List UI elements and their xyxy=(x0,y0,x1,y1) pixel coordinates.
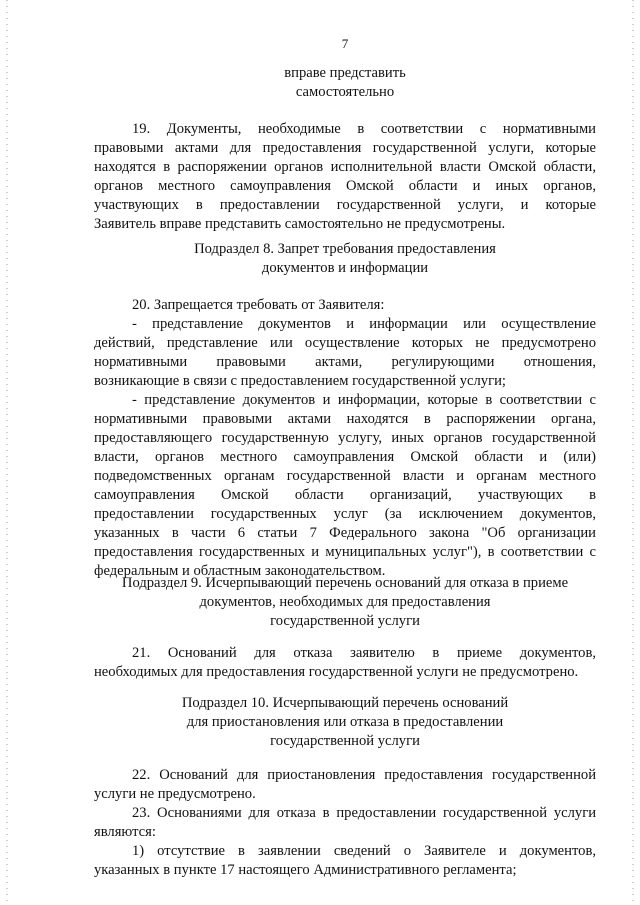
paragraph-21 xyxy=(94,644,596,682)
paragraph-line: услуги не предусмотрено. xyxy=(94,786,256,802)
bullet-line: - представление документов и информации или осуществление xyxy=(132,316,596,332)
bullet-line: предоставлении государственных услуг (за исключением документов, xyxy=(94,506,596,522)
bullet-line: федеральным и областным законодательством. xyxy=(94,563,386,579)
left-margin-dots xyxy=(6,0,8,905)
heading-line: Подраздел 10. Исчерпывающий перечень оснований xyxy=(181,695,509,711)
paragraph-line: органов местного самоуправления Омской области и иных органов, xyxy=(94,178,596,194)
paragraph-line: участвующих в предоставлении государственной услуги, и которые xyxy=(94,197,596,213)
paragraph-line: являются: xyxy=(94,824,156,840)
subsection-8-heading xyxy=(94,240,596,278)
paragraph-line: 20. Запрещается требовать от Заявителя: xyxy=(132,297,385,313)
bullet-line: предоставляющего государственную услугу, иных органов государственной xyxy=(94,430,596,446)
bullet-line: самоуправления Омской области организаций, участвующих в xyxy=(94,487,596,503)
subsection-9-heading xyxy=(94,574,596,631)
paragraph-23 xyxy=(94,804,596,880)
paragraph-22 xyxy=(94,766,596,804)
right-margin-dots xyxy=(632,0,634,905)
paragraph-19 xyxy=(94,120,596,234)
heading-line: государственной услуги xyxy=(270,613,420,629)
header-fragment xyxy=(94,64,596,102)
bullet-line: власти, органов местного самоуправления Омской области и (или) xyxy=(94,449,596,465)
paragraph-line: 23. Основаниями для отказа в предоставлении государственной услуги xyxy=(132,805,596,821)
paragraph-line: 22. Оснований для приостановления предоставления государственной xyxy=(132,767,596,783)
list-item-line: указанных в пункте 17 настоящего Административного регламента; xyxy=(94,862,517,878)
paragraph-line: Заявитель вправе представить самостоятельно не предусмотрены. xyxy=(94,216,506,232)
bullet-line: действий, представление или осуществление которых не предусмотрено xyxy=(94,335,596,351)
heading-line: документов, необходимых для предоставления xyxy=(199,594,491,610)
heading-line: для приостановления или отказа в предоставлении xyxy=(186,714,504,730)
bullet-line: возникающие в связи с предоставлением государственной услуги; xyxy=(94,373,506,389)
bullet-line: указанных в части 6 статьи 7 Федерального закона "Об организации xyxy=(94,525,596,541)
heading-line: Подраздел 9. Исчерпывающий перечень оснований для отказа в приеме xyxy=(121,575,569,591)
paragraph-line: 19. Документы, необходимые в соответствии с нормативными xyxy=(132,121,596,137)
paragraph-line: находятся в распоряжении органов исполнительной власти Омской области, xyxy=(94,159,596,175)
list-item-line: 1) отсутствие в заявлении сведений о Заявителе и документов, xyxy=(132,843,596,859)
bullet-line: нормативными правовыми актами находятся в распоряжении органа, xyxy=(94,411,596,427)
header-line: самостоятельно xyxy=(295,84,395,100)
heading-line: документов и информации xyxy=(261,260,429,276)
bullet-line: предоставления государственных и муниципальных услуг"), в соответствии с xyxy=(94,544,596,560)
bullet-line: подведомственных органам государственной власти и органам местного xyxy=(94,468,596,484)
paragraph-line: 21. Оснований для отказа заявителю в приеме документов, xyxy=(132,645,596,661)
page-number: 7 xyxy=(341,36,349,51)
heading-line: государственной услуги xyxy=(270,733,420,749)
bullet-line: нормативными правовыми актами, регулирующими отношения, xyxy=(94,354,596,370)
header-line: вправе представить xyxy=(284,65,406,81)
paragraph-line: правовыми актами для предоставления государственной услуги, которые xyxy=(94,140,596,156)
paragraph-20 xyxy=(94,296,596,581)
heading-line: Подраздел 8. Запрет требования предоставления xyxy=(194,241,496,257)
subsection-10-heading xyxy=(94,694,596,751)
bullet-line: - представление документов и информации, которые в соответствии с xyxy=(132,392,596,408)
paragraph-line: необходимых для предоставления государственной услуги не предусмотрено. xyxy=(94,664,579,680)
